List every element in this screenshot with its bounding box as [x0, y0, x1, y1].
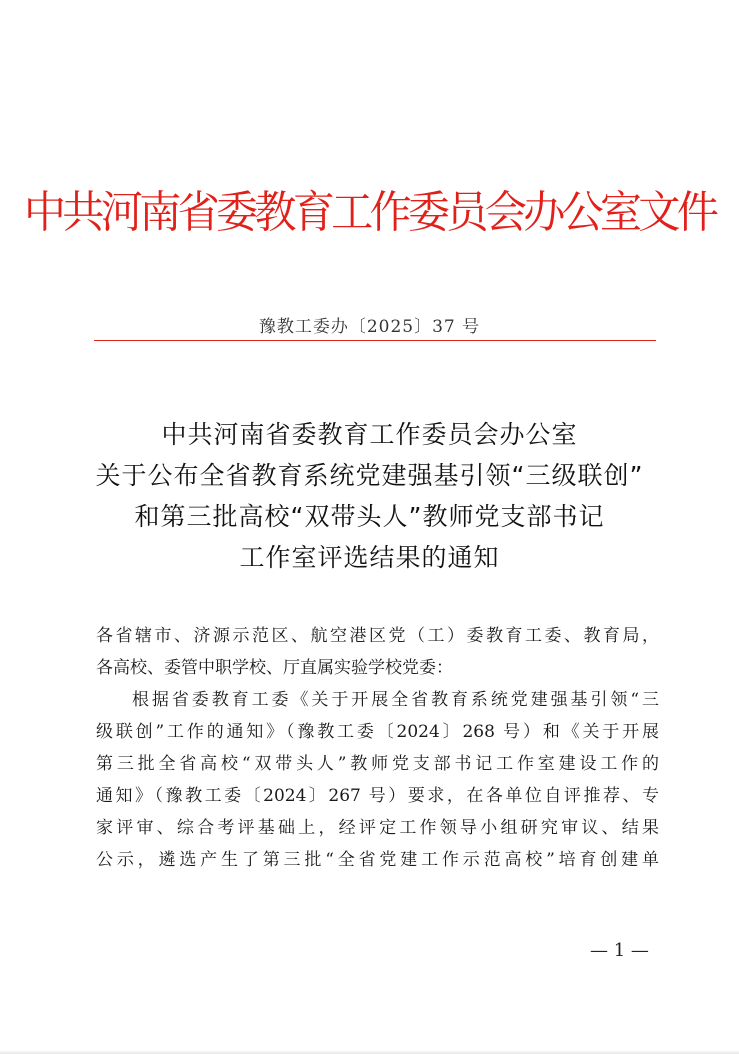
page-number: — 1 — — [590, 940, 649, 961]
document-masthead: 中共河南省委教育工作委员会办公室文件 — [23, 187, 716, 238]
paragraph-line: 根据省委教育工委《关于开展全省教育系统党建强基引领“三 — [132, 690, 659, 710]
addressee-line: 各高校、委管中职学校、厅直属实验学校党委： — [96, 658, 453, 678]
title-line: 关于公布全省教育系统党建强基引领“三级联创” — [95, 461, 644, 490]
paragraph-line: 级联创”工作的通知》（豫教工委〔2024〕268 号）和《关于开展 — [96, 722, 659, 742]
document-body — [96, 620, 659, 876]
paragraph-line: 公示，遴选产生了第三批“全省党建工作示范高校”培育创建单 — [96, 850, 659, 870]
paragraph-line: 第三批全省高校“双带头人”教师党支部书记工作室建设工作的 — [96, 754, 659, 774]
paragraph-line: 通知》（豫教工委〔2024〕267 号）要求，在各单位自评推荐、专 — [96, 786, 659, 806]
paragraph-line: 家评审、综合考评基础上，经评定工作领导小组研究审议、结果 — [96, 818, 659, 838]
addressee-line: 各省辖市、济源示范区、航空港区党（工）委教育工委、教育局， — [96, 626, 659, 646]
red-divider-line — [94, 340, 656, 341]
page-bottom-edge — [0, 1050, 739, 1054]
title-line: 工作室评选结果的通知 — [239, 543, 500, 572]
document-number: 豫教工委办〔2025〕37 号 — [258, 317, 481, 337]
title-line: 中共河南省委教育工作委员会办公室 — [161, 420, 578, 449]
title-line: 和第三批高校“双带头人”教师党支部书记 — [134, 502, 605, 531]
document-title — [0, 414, 739, 578]
